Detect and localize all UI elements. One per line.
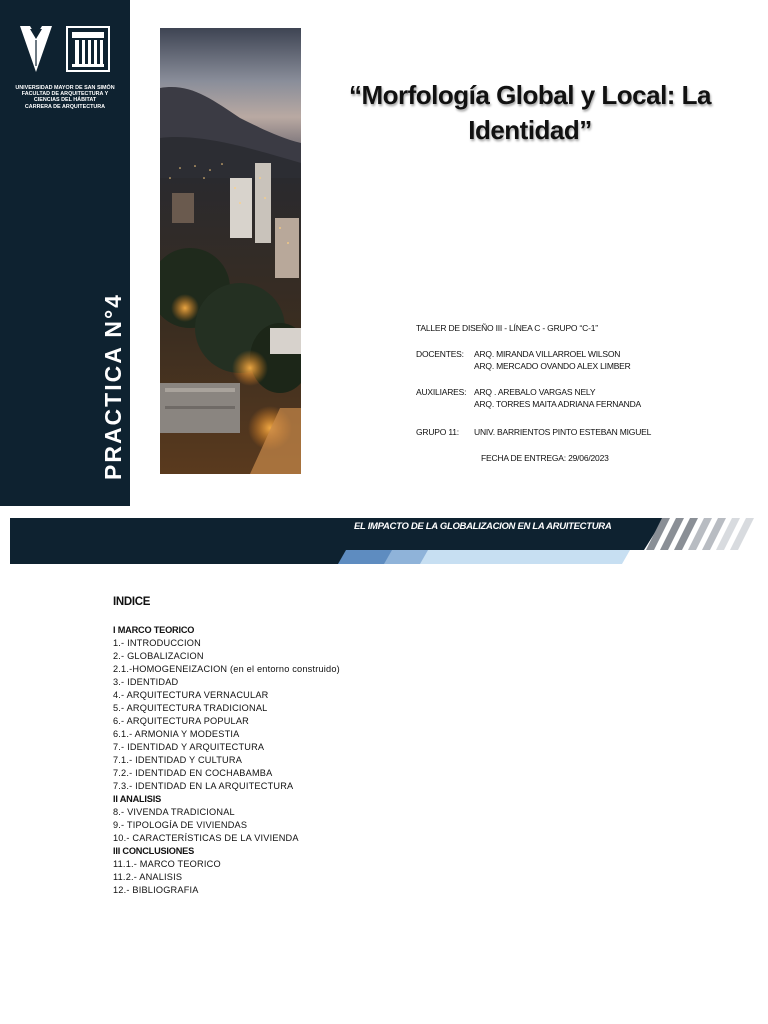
title-line-1: “Morfología Global y Local: La xyxy=(348,80,712,110)
index-item: 1.- INTRODUCCION xyxy=(113,638,201,648)
index-item: 6.1.- ARMONIA Y MODESTIA xyxy=(113,729,240,739)
docente-2: ARQ. MERCADO OVANDO ALEX LIMBER xyxy=(474,361,631,371)
index-item: 10.- CARACTERÍSTICAS DE LA VIVIENDA xyxy=(113,833,299,843)
practica-label: PRACTICA N°4 xyxy=(100,293,126,480)
index-list xyxy=(113,624,340,897)
index-item: 5.- ARQUITECTURA TRADICIONAL xyxy=(113,703,268,713)
index-section-heading: I MARCO TEORICO xyxy=(113,625,195,635)
docente-1: ARQ. MIRANDA VILLARROEL WILSON xyxy=(474,349,621,359)
index-section-heading: II ANALISIS xyxy=(113,794,161,804)
grupo-student: UNIV. BARRIENTOS PINTO ESTEBAN MIGUEL xyxy=(474,427,652,437)
university-crest-icon xyxy=(20,26,52,72)
index-item: 4.- ARQUITECTURA VERNACULAR xyxy=(113,690,269,700)
index-section-heading: III CONCLUSIONES xyxy=(113,846,195,856)
band-title: EL IMPACTO DE LA GLOBALIZACION EN LA ARUITECTURA xyxy=(354,521,612,532)
grupo-label: GRUPO 11: xyxy=(416,427,459,437)
index-heading: INDICE xyxy=(113,596,151,608)
career-line: CARRERA DE ARQUITECTURA xyxy=(24,103,106,110)
index-item: 2.1.-HOMOGENEIZACION (en el entorno construido) xyxy=(113,664,340,674)
grupo-block xyxy=(416,426,651,438)
index-item: 3.- IDENTIDAD xyxy=(113,677,179,687)
docentes-label: DOCENTES: xyxy=(416,349,464,359)
university-name xyxy=(8,85,122,110)
title-line-2: Identidad” xyxy=(468,115,592,145)
index-item: 7.2.- IDENTIDAD EN COCHABAMBA xyxy=(113,768,273,778)
delivery-date: FECHA DE ENTREGA: 29/06/2023 xyxy=(481,453,609,463)
index-item: 7.- IDENTIDAD Y ARQUITECTURA xyxy=(113,742,265,752)
document-title xyxy=(330,78,730,148)
taller-line: TALLER DE DISEÑO III - LÍNEA C - GRUPO “C-1” xyxy=(416,323,598,333)
index-item: 8.- VIVENDA TRADICIONAL xyxy=(113,807,235,817)
auxiliar-2: ARQ. TORRES MAITA ADRIANA FERNANDA xyxy=(474,399,642,409)
sidebar xyxy=(0,0,130,506)
index-item: 7.3.- IDENTIDAD EN LA ARQUITECTURA xyxy=(113,781,294,791)
index-item: 11.2.- ANALISIS xyxy=(113,872,183,882)
auxiliar-1: ARQ . AREBALO VARGAS NELY xyxy=(474,387,596,397)
index-item: 9.- TIPOLOGÍA DE VIVIENDAS xyxy=(113,820,248,830)
faculty-line: FACULTAD DE ARQUITECTURA Y xyxy=(21,91,109,98)
auxiliares-block xyxy=(416,386,641,410)
index-item: 2.- GLOBALIZACION xyxy=(113,651,204,661)
index-item: 11.1.- MARCO TEORICO xyxy=(113,859,221,869)
city-night-photo xyxy=(160,28,301,474)
faculty-logo-icon xyxy=(66,26,110,72)
faculty-line-2: CIENCIAS DEL HÁBITAT xyxy=(33,97,97,104)
docentes-block xyxy=(416,348,631,372)
index-item: 12.- BIBLIOGRAFIA xyxy=(113,885,199,895)
index-item: 7.1.- IDENTIDAD Y CULTURA xyxy=(113,755,243,765)
university-line: UNIVERSIDAD MAYOR DE SAN SIMÓN xyxy=(15,85,115,91)
table-of-contents xyxy=(113,596,340,897)
index-item: 6.- ARQUITECTURA POPULAR xyxy=(113,716,250,726)
auxiliares-label: AUXILIARES: xyxy=(416,387,467,397)
